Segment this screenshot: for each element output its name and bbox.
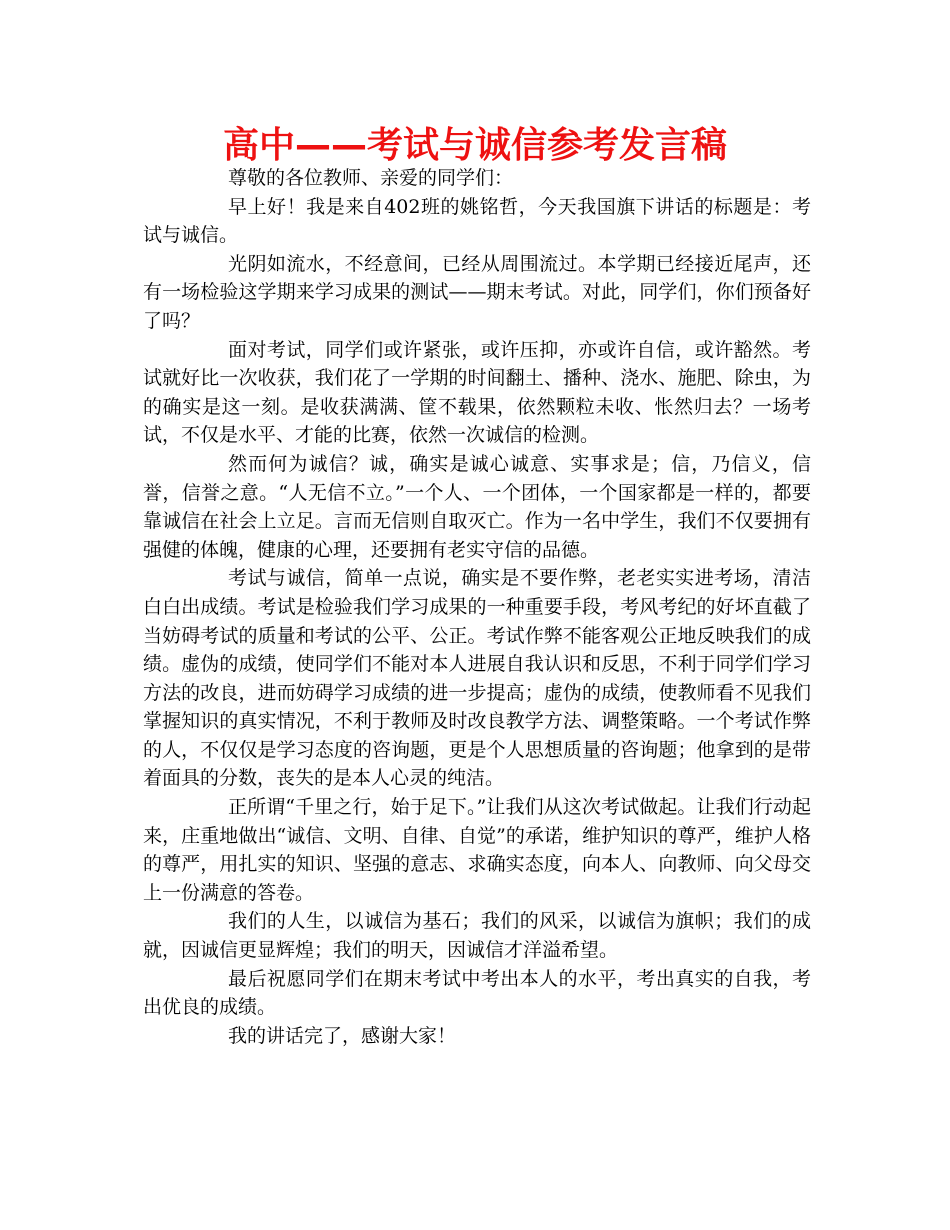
paragraph: 面对考试，同学们或许紧张，或许压抑，亦或许自信，或许豁然。考试就好比一次收获，我们花了一学期的时间翻土、播种、浇水、施肥、除虫，为的确实是这一刻。是收获满满、筐不载果，依然颗粒未收、怅然归去？一场考试，不仅是水平、才能的比赛，依然一次诚信的检测。 <box>143 338 811 447</box>
paragraph: 然而何为诚信？诚，确实是诚心诚意、实事求是；信，乃信义，信誉，信誉之意。“人无信不立。”一个人、一个团体，一个国家都是一样的，都要靠诚信在社会上立足。言而无信则自取灭亡。作为一名中学生，我们不仅要拥有强健的体魄，健康的心理，还要拥有老实守信的品德。 <box>143 452 811 561</box>
paragraph: 我们的人生，以诚信为基石；我们的风采，以诚信为旗帜；我们的成就，因诚信更显辉煌；我们的明天，因诚信才洋溢希望。 <box>143 910 811 962</box>
paragraph-salutation: 尊敬的各位教师、亲爱的同学们： <box>228 167 514 189</box>
paragraph-closing: 我的讲话完了，感谢大家！ <box>228 1024 457 1047</box>
document-body <box>143 164 811 1050</box>
paragraph: 考试与诚信，简单一点说，确实是不要作弊，老老实实进考场，清洁白白出成绩。考试是检验我们学习成果的一种重要手段，考风考纪的好坏直截了当妨碍考试的质量和考试的公平、公正。考试作弊不能客观公正地反映我们的成绩。虚伪的成绩，使同学们不能对本人进展自我认识和反思，不利于同学们学习方法的改良，进而妨碍学习成绩的进一步提高；虚伪的成绩，使教师看不见我们掌握知识的真实情况，不利于教师及时改良教学方法、调整策略。一个考试作弊的人，不仅仅是学习态度的咨询题，更是个人思想质量的咨询题；他拿到的是带着面具的分数，丧失的是本人心灵的纯洁。 <box>143 567 811 790</box>
paragraph: 早上好！我是来自402班的姚铭哲，今天我国旗下讲话的标题是：考试与诚信。 <box>143 195 811 247</box>
document-title: 高中——考试与诚信参考发言稿 <box>222 125 727 166</box>
paragraph: 正所谓“千里之行，始于足下。”让我们从这次考试做起。让我们行动起来，庄重地做出“诚信、文明、自律、自觉”的承诺，维护知识的尊严，维护人格的尊严，用扎实的知识、坚强的意志、求确实态度，向本人、向教师、向父母交上一份满意的答卷。 <box>143 796 811 904</box>
paragraph: 光阴如流水，不经意间，已经从周围流过。本学期已经接近尾声，还有一场检验这学期来学习成果的测试——期末考试。对此，同学们，你们预备好了吗？ <box>143 252 811 332</box>
paragraph: 最后祝愿同学们在期末考试中考出本人的水平，考出真实的自我，考出优良的成绩。 <box>143 967 811 1019</box>
